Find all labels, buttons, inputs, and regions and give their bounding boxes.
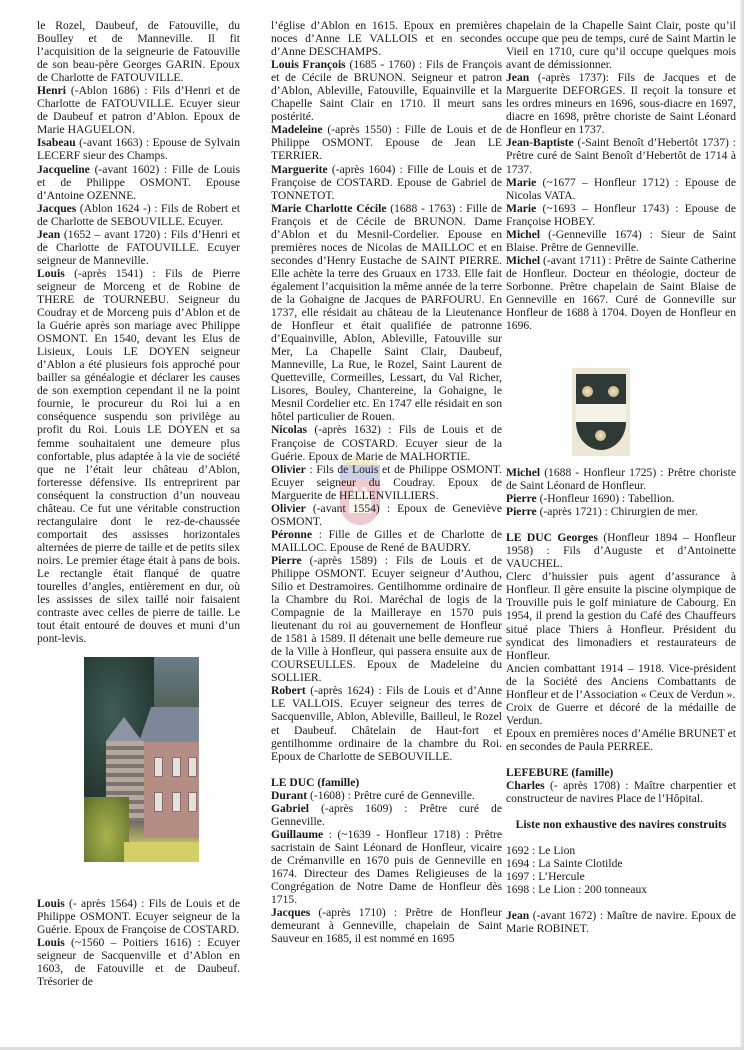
entry-jean: Jean (1652 – avant 1720) : Fils d’Henri et de Charlotte de FATOUVILLE. Ecuyer seigneur de Manneville. (37, 227, 240, 267)
entry-olivier: Olivier : Fils de Louis et de Philippe OSMONT. Ecuyer seigneur du Coudray. Epoux de Marguerite de HELLENVILLIERS. (271, 462, 502, 502)
entry-name: Isabeau (37, 136, 76, 150)
entry-robert: Robert (-après 1624) : Fils de Louis et d’Anne LE VALLOIS. Ecuyer seigneur des terres de Sacquenville, Ablon, Ableville, Bailleul, le Rozel et Daubeuf. Châtelain de Haut-fort et gentilhomme ordinaire de la chambre du Roi. Epoux de Charlotte de SEBOUVILLE. (271, 684, 502, 763)
entry-name: Marguerite (271, 162, 328, 176)
entry-jean-1672: Jean (-avant 1672) : Maître de navire. Epoux de Marie ROBINET. (506, 909, 736, 936)
entry-le-duc-georges: LE DUC Georges (Honfleur 1894 – Honfleur 1958) : Fils d’Auguste et d’Antoinette VAUCHEL. (506, 531, 736, 571)
entry-name: Jean (506, 71, 530, 85)
entry-louis-1560: Louis (~1560 – Poitiers 1616) : Ecuyer seigneur de Sacquenville et d’Ablon en 1603, de Fatouville et de Daubeuf. Trésorier de (37, 936, 240, 989)
entry-gabriel: Gabriel (-après 1609) : Prêtre curé de Genneville. (271, 801, 502, 828)
paragraph-continued: le Rozel, Daubeuf, de Fatouville, du Boulley et de Manneville. Il fit l’acquisition de la seigneurie de Fatouville de son beau-père Georges GARIN. Epoux de Charlotte de FATOUVILLE. (37, 19, 240, 85)
entry-marguerite: Marguerite (-après 1604) : Fille de Louis et de Françoise de COSTARD. Epouse de Gabriel de TONNETOT. (271, 162, 502, 202)
entry-name: Jean-Baptiste (506, 136, 574, 150)
entry-name: Nicolas (271, 423, 308, 437)
entry-michel-1674: Michel (-Genneville 1674) : Sieur de Saint Blaise. Prêtre de Genneville. (506, 227, 736, 254)
entry-jacques-1710: Jacques (-après 1710) : Prêtre de Honfleur demeurant à Genneville, chapelain de Saint Sauveur en 1685, il est nommé en 1695 (271, 906, 502, 946)
entry-name: Louis (37, 897, 65, 910)
entry-name: Pierre (506, 505, 537, 519)
ship-item: 1697 : L’Hercule (506, 870, 585, 884)
entry-pierre-1690: Pierre (-Honfleur 1690) : Tabellion. (506, 492, 675, 506)
entry-guillaume: Guillaume : (~1639 - Honfleur 1718) : Prêtre sacristain de Saint Léonard de Honfleur, vicaire de Crémanville en 1670 puis de Genneville en 1674. Directeur des Dames Religieuses de la Congrégation de Notre Dame de Honfleur dès 1715. (271, 827, 502, 907)
entry-name: Guillaume (271, 827, 324, 841)
castle-photo (84, 657, 199, 862)
ship-item: 1698 : Le Lion : 200 tonneaux (506, 883, 648, 897)
entry-name: Michel (506, 227, 541, 241)
entry-madeleine: Madeleine (-après 1550) : Fille de Louis et de Philippe OSMONT. Epouse de Jean LE TERRIER. (271, 123, 502, 163)
entry-marie-charlotte-cecile: Marie Charlotte Cécile (1688 - 1763) : Fille de François et de Cécile de BRUNON. Dame d’Ablon et du Mesnil-Cordelier. Epouse en premières noces de Nicolas de MAILLOC et en secondes d’Henry Eustache de SAINT PIERRE. Elle achète la terre des Gruaux en 1733. Elle fait également l’acquisition la même année de la terre de la Gohaigne de Jacques de PARFOURU. En 1737, elle résidait au château de la Lieutenance de Honfleur et était qualifiée de patronne d’Equainville, Ablon, Ableville, Fatouville sur Mer, La Chapelle Saint Clair, Daubeuf, Manneville, La Rue, le Rozel, Saint Laurent de Quetteville, Cormeilles, Lessart, du Val Richer, Lisores, Bouley, Chantereine, la Gohaigne, le Mesnil Cordelier etc. En 1747 elle résidait en son hôtel particulier de Rouen. (271, 201, 502, 424)
entry-jacques: Jacques (Ablon 1624 -) : Fils de Robert et de Charlotte de SEBOUVILLE. Ecuyer. (37, 201, 240, 228)
entry-louis-1541: Louis (-après 1541) : Fils de Pierre seigneur de Morceng et de Robine de THERE de TOURNEBU. Seigneur du Coudray et de Morceng puis d’Ablon et de la Guérie après son mariage avec Philippe OSMONT. En 1540, devant les Elus de Lisieux, Louis LE DOYEN seigneur d’Ablon a été plusieurs fois approché pour bailler sa généalogie et déclarer les causes de son exemption cependant il ne la point fournie, le procureur du Roi lui a en conséquence suspendu son privilège au profit du Roi. Louis LE DOYEN et sa femme souhaitaient une demeure plus confortable, plus adaptée à la vie de société que ne l’était leur château d’Ablon, forteresse défensive. Ils entreprirent par conséquent la construction d’un nouveau château. Ce fut une véritable construction rectangulaire dont le rez-de-chaussée comportait des assisses horizontales alternées de pierre de taille et de petits silex noirs. Le premier étage était à pans de bois. Le rectangle était flanqué de quatre tourelles d’angles, entièrement en dur, où les assisses de silex taillé noir faisaient contraste avec celles de pierre de taille. Le tout était entouré de douves et muni d’un pont-levis. (37, 266, 240, 646)
entry-marie-1677: Marie (~1677 – Honfleur 1712) : Epouse de Nicolas VATA. (506, 175, 736, 202)
column-1 (37, 19, 240, 645)
ships-list-heading: Liste non exhaustive des navires construits (515, 818, 727, 832)
georges-paragraph: Epoux en premières noces d’Amélie BRUNET et en secondes de Paula PERREE. (506, 726, 736, 753)
entry-name: Jacques (37, 201, 77, 215)
entry-name: Marie (506, 175, 537, 189)
column-3 (506, 19, 736, 332)
column-2 (271, 19, 502, 945)
entry-charles: Charles (- après 1708) : Maître charpentier et constructeur de navires Place de l’Hôpital. (506, 779, 736, 806)
entry-peronne: Péronne : Fille de Gilles et de Charlotte de MAILLOC. Epouse de René de BAUDRY. (271, 527, 502, 554)
entry-name: Louis François (271, 58, 346, 72)
entry-marie-1693: Marie (~1693 – Honfleur 1743) : Epouse de Françoise HOBEY. (506, 201, 736, 228)
georges-paragraph: Croix de Guerre et décoré de la médaille de Verdun. (506, 700, 736, 727)
entry-name: Péronne (271, 527, 313, 541)
entry-name: Marie Charlotte Cécile (271, 201, 387, 215)
entry-isabeau: Isabeau (-avant 1663) : Epouse de Sylvain LECERF sieur des Champs. (37, 136, 240, 163)
entry-olivier-1554: Olivier (-avant 1554) : Epoux de Geneviève OSMONT. (271, 501, 502, 528)
entry-durant: Durant (-1608) : Prêtre curé de Genneville. (271, 788, 475, 802)
entry-name: Olivier (271, 462, 306, 476)
coat-of-arms-image (572, 368, 630, 456)
entry-nicolas: Nicolas (-après 1632) : Fils de Louis et de Françoise de COSTARD. Ecuyer sieur de la Guérie. Epoux de Marie de MALHORTIE. (271, 423, 502, 463)
ship-item: 1692 : Le Lion (506, 844, 576, 858)
entry-name: Jacqueline (37, 162, 90, 176)
entry-louis-1564: Louis (- après 1564) : Fils de Louis et de Philippe OSMONT. Ecuyer seigneur de la Guérie. Epoux de Françoise de COSTARD. (37, 897, 240, 937)
section-heading-le-duc: LE DUC (famille) (271, 775, 360, 789)
paragraph-continued: l’église d’Ablon en 1615. Epoux en premières noces d’Anne LE VALLOIS et en secondes d’Anne DESCHAMPS. (271, 19, 502, 59)
entry-name: Michel (506, 253, 541, 267)
georges-paragraph: Clerc d’huissier puis agent d’assurance à Honfleur. Il gère ensuite la piscine olympique de Trouville puis le golf miniature de Cabourg. En 1954, il prend la gestion du Café des Chauffeurs situé place Thiers à Honfleur. Président du syndicat des limonadiers et restaurateurs de Honfleur. (506, 570, 736, 662)
entry-michel-1725: Michel (1688 - Honfleur 1725) : Prêtre choriste de Saint Léonard de Honfleur. (506, 466, 736, 493)
entry-jacqueline: Jacqueline (-avant 1602) : Fille de Louis et de Philippe OSMONT. Epouse d’Antoine OZENNE. (37, 162, 240, 202)
entry-name: Marie (506, 201, 537, 215)
entry-louis-francois: Louis François (1685 - 1760) : Fils de François et de Cécile de BRUNON. Seigneur et patron d’Ablon, Ableville, Fatouville, Equainville et la Chapelle Saint Clair en 1710. Il meurt sans postérité. (271, 58, 502, 124)
entry-name: Louis (37, 936, 65, 950)
entry-name: LE DUC Georges (506, 531, 598, 545)
entry-name: Madeleine (271, 123, 323, 137)
page-edge-shadow (740, 0, 744, 1050)
entry-name: Pierre (271, 553, 302, 567)
georges-paragraph: Ancien combattant 1914 – 1918. Vice-président de la Société des Anciens Combattants de Honfleur et de l’Association « Ceux de Verdun ». (506, 661, 736, 701)
entry-jean-baptiste: Jean-Baptiste (-Saint Benoît d’Hebertôt 1737) : Prêtre curé de Saint Benoît d’Hebertôt de 1714 à 1737. (506, 136, 736, 176)
paragraph-continued: chapelain de la Chapelle Saint Clair, poste qu’il occupe que peu de temps, curé de Saint Martin le Vieil en 1710, cure qu’il occupe quelques mois avant de démissionner. (506, 19, 736, 72)
entry-name: Olivier (271, 501, 306, 515)
entry-pierre-1721: Pierre (-après 1721) : Chirurgien de mer. (506, 505, 698, 519)
entry-name: Charles (506, 779, 545, 793)
entry-name: Jacques (271, 906, 311, 920)
entry-name: Durant (271, 788, 308, 802)
column-3-lower (506, 466, 736, 935)
entry-name: Jean (506, 909, 530, 923)
entry-name: Robert (271, 684, 306, 698)
section-heading-lefebure: LEFEBURE (famille) (506, 765, 614, 779)
entry-henri: Henri (-Ablon 1686) : Fils d’Henri et de Charlotte de FATOUVILLE. Ecuyer sieur de Daubeuf et patron d’Ablon. Epoux de Marie HAGUELON. (37, 84, 240, 137)
entry-name: Pierre (506, 492, 537, 506)
entry-michel-1711: Michel (-avant 1711) : Prêtre de Sainte Catherine de Honfleur. Docteur en théologie, docteur de Sorbonne. Prêtre chapelain de Saint Blaise de Genneville en 1667. Curé de Gonneville sur Honfleur de 1688 à 1704. Doyen de Honfleur en 1696. (506, 253, 736, 333)
entry-name: Henri (37, 84, 66, 98)
entry-name: Michel (506, 466, 541, 479)
column-1-bottom (37, 897, 240, 988)
ship-item: 1694 : La Sainte Clotilde (506, 857, 623, 871)
entry-jean-1737: Jean (-après 1737): Fils de Jacques et de Marguerite DEFORGES. Il reçoit la tonsure et les ordres mineurs en 1696, sous-diacre en 1697, diacre en 1698, prêtre choriste de Saint Léonard de Honfleur en 1737. (506, 71, 736, 137)
entry-name: Louis (37, 266, 65, 280)
entry-name: Gabriel (271, 801, 309, 815)
entry-name: Jean (37, 227, 61, 241)
entry-pierre-1589: Pierre (-après 1589) : Fils de Louis et de Philippe OSMONT. Ecuyer seigneur d’Authou, Silio et Destramoires. Gentilhomme ordinaire de la Chambre du Roi. Maréchal de logis de la Compagnie de la Mailleraye en 1570 puis lieutenant du roi au gouvernement de Honfleur de 1581 à 1589. Il détenait une belle demeure rue de la Ville à Honfleur, qui passera ensuite aux de COURSEULLES. Epoux de Madeleine du SOLLIER. (271, 553, 502, 685)
